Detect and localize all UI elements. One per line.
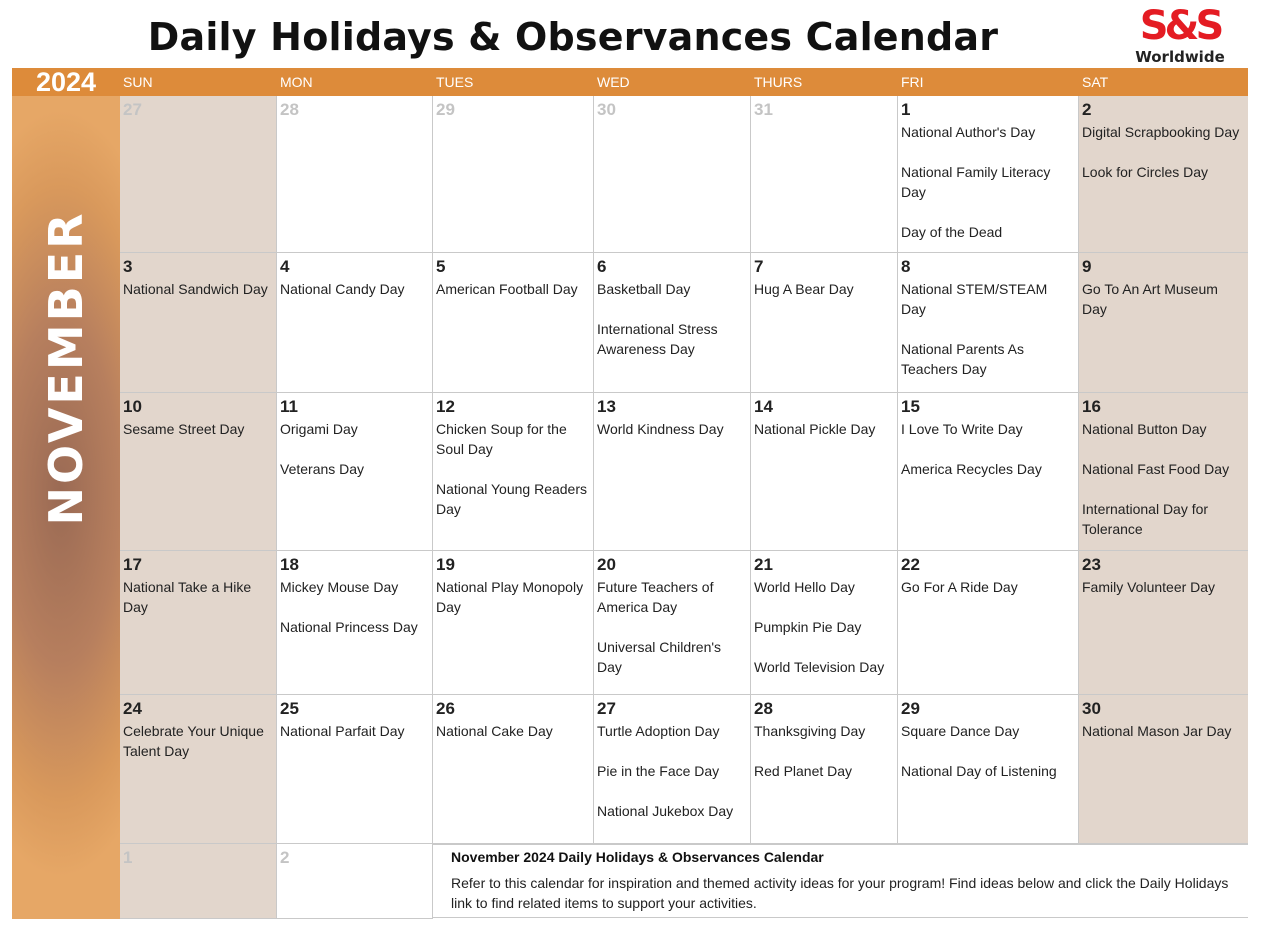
day-cell[interactable] [433, 253, 594, 393]
day-number: 27 [123, 100, 142, 119]
day-cell[interactable] [594, 393, 751, 551]
day-cell[interactable] [1079, 393, 1248, 551]
day-number: 5 [436, 257, 446, 276]
observance-item[interactable]: Veterans Day [280, 461, 365, 477]
observance-item[interactable]: Basketball Day [597, 281, 691, 297]
observance-item[interactable]: International Stress Awareness Day [597, 321, 718, 357]
observance-item[interactable]: Digital Scrapbooking Day [1082, 124, 1240, 140]
day-number: 13 [597, 397, 616, 416]
observance-item[interactable]: Turtle Adoption Day [597, 723, 720, 739]
day-cell[interactable] [120, 96, 277, 253]
day-number: 10 [123, 397, 142, 416]
page-title: Daily Holidays & Observances Calendar [147, 15, 999, 59]
observance-item[interactable]: National Family Literacy Day [901, 164, 1051, 200]
logo-mark: S&S [1139, 3, 1221, 49]
observance-item[interactable]: National Princess Day [280, 619, 418, 635]
day-cell[interactable] [120, 253, 277, 393]
day-cell[interactable] [898, 695, 1079, 844]
day-number: 22 [901, 555, 920, 574]
logo-subtitle: Worldwide [1135, 48, 1225, 66]
day-number: 27 [597, 699, 616, 718]
day-number: 6 [597, 257, 607, 276]
observance-item[interactable]: World Kindness Day [597, 421, 724, 437]
observance-item[interactable]: National STEM/STEAM Day [901, 281, 1048, 317]
observance-item[interactable]: Hug A Bear Day [754, 281, 854, 297]
brand-logo[interactable] [1128, 4, 1232, 66]
observance-item[interactable]: Go To An Art Museum Day [1082, 281, 1218, 317]
observance-item[interactable]: International Day for Tolerance [1082, 501, 1209, 537]
day-cell[interactable] [433, 695, 594, 844]
day-number: 8 [901, 257, 911, 276]
day-cell[interactable] [277, 393, 433, 551]
day-cell[interactable] [1079, 551, 1248, 695]
observance-item[interactable]: Universal Children's Day [597, 639, 722, 675]
observance-item[interactable]: World Television Day [754, 659, 885, 675]
observance-item[interactable]: American Football Day [436, 281, 578, 297]
day-number: 24 [123, 699, 142, 718]
observance-item[interactable]: National Parents As Teachers Day [901, 341, 1024, 377]
observance-item[interactable]: National Cake Day [436, 723, 553, 739]
day-number: 11 [280, 397, 298, 416]
observance-item[interactable]: Square Dance Day [901, 723, 1020, 739]
observance-item[interactable]: Sesame Street Day [123, 421, 245, 437]
observance-item[interactable]: National Mason Jar Day [1082, 723, 1232, 739]
note-title: November 2024 Daily Holidays & Observances Calendar [451, 849, 824, 865]
observance-item[interactable]: National Jukebox Day [597, 803, 734, 819]
day-number: 15 [901, 397, 920, 416]
day-number: 21 [754, 555, 773, 574]
day-number: 31 [754, 100, 773, 119]
month-label: NOVEMBER [39, 210, 93, 526]
observance-item[interactable]: I Love To Write Day [901, 421, 1023, 437]
day-cell[interactable] [751, 695, 898, 844]
observance-item[interactable]: National Fast Food Day [1082, 461, 1230, 477]
day-cell[interactable] [594, 551, 751, 695]
day-number: 16 [1082, 397, 1101, 416]
day-cell[interactable] [433, 393, 594, 551]
observance-item[interactable]: Origami Day [280, 421, 358, 437]
weekday-header [120, 68, 1248, 96]
observance-item[interactable]: National Button Day [1082, 421, 1207, 437]
day-number: 29 [436, 100, 455, 119]
day-number: 20 [597, 555, 616, 574]
day-cell[interactable] [1079, 695, 1248, 844]
day-number: 28 [280, 100, 299, 119]
observance-item[interactable]: Celebrate Your Unique Talent Day [123, 723, 264, 759]
day-cell[interactable] [120, 393, 277, 551]
day-number: 30 [1082, 699, 1101, 718]
weekday-thurs: THURS [754, 74, 803, 90]
observance-item[interactable]: National Candy Day [280, 281, 405, 297]
day-cell[interactable] [898, 551, 1079, 695]
day-cell[interactable] [433, 96, 594, 253]
day-number: 2 [1082, 100, 1092, 119]
day-cell[interactable] [1079, 96, 1248, 253]
day-number: 19 [436, 555, 455, 574]
day-number: 1 [123, 848, 133, 867]
day-cell[interactable] [594, 695, 751, 844]
day-number: 18 [280, 555, 299, 574]
note-body: Refer to this calendar for inspiration and themed activity ideas for your program! Find ideas below and click the Daily Holidays link to find related items to support your activities. [451, 875, 1229, 911]
observance-item[interactable]: National Sandwich Day [123, 281, 268, 297]
weekday-tues: TUES [436, 74, 474, 90]
day-number: 25 [280, 699, 299, 718]
day-number: 3 [123, 257, 133, 276]
day-number: 1 [901, 100, 911, 119]
weekday-sun: SUN [123, 74, 153, 90]
day-cell[interactable] [751, 253, 898, 393]
day-number: 2 [280, 848, 290, 867]
day-cell[interactable] [594, 253, 751, 393]
observance-item[interactable]: Look for Circles Day [1082, 164, 1209, 180]
day-number: 23 [1082, 555, 1101, 574]
month-sidebar [12, 68, 120, 919]
observance-item[interactable]: Red Planet Day [754, 763, 853, 779]
day-number: 9 [1082, 257, 1092, 276]
day-cell[interactable] [120, 551, 277, 695]
day-number: 30 [597, 100, 616, 119]
day-cell[interactable] [751, 551, 898, 695]
day-number: 26 [436, 699, 455, 718]
day-cell[interactable] [898, 393, 1079, 551]
day-cell[interactable] [277, 96, 433, 253]
day-number: 28 [754, 699, 773, 718]
weekday-mon: MON [280, 74, 313, 90]
observance-item[interactable]: Go For A Ride Day [901, 579, 1018, 595]
weekday-fri: FRI [901, 74, 924, 90]
observance-item[interactable]: National Author's Day [901, 124, 1036, 140]
day-number: 4 [280, 257, 290, 276]
observance-item[interactable]: Mickey Mouse Day [280, 579, 399, 595]
day-number: 17 [123, 555, 142, 574]
observance-item[interactable]: National Pickle Day [754, 421, 876, 437]
day-cell[interactable] [898, 96, 1079, 253]
observance-item[interactable]: World Hello Day [754, 579, 855, 595]
observance-item[interactable]: Chicken Soup for the Soul Day [436, 421, 567, 457]
calendar-note [433, 844, 1248, 918]
day-cell[interactable] [594, 96, 751, 253]
day-number: 7 [754, 257, 764, 276]
day-cell[interactable] [898, 253, 1079, 393]
observance-item[interactable]: America Recycles Day [901, 461, 1042, 477]
day-cell[interactable] [751, 96, 898, 253]
day-cell[interactable] [277, 253, 433, 393]
observance-item[interactable]: National Take a Hike Day [123, 579, 252, 615]
observance-item[interactable]: National Young Readers Day [436, 481, 588, 517]
day-cell[interactable] [277, 844, 433, 919]
observance-item[interactable]: Thanksgiving Day [754, 723, 866, 739]
weekday-sat: SAT [1082, 74, 1109, 90]
observance-item[interactable]: Family Volunteer Day [1082, 579, 1216, 595]
day-cell[interactable] [751, 393, 898, 551]
day-number: 29 [901, 699, 920, 718]
observance-item[interactable]: Day of the Dead [901, 224, 1003, 240]
day-cell[interactable] [277, 695, 433, 844]
observance-item[interactable]: National Parfait Day [280, 723, 405, 739]
observance-item[interactable]: National Play Monopoly Day [436, 579, 584, 615]
observance-item[interactable]: Pie in the Face Day [597, 763, 720, 779]
day-number: 14 [754, 397, 773, 416]
day-number: 12 [436, 397, 455, 416]
day-cell[interactable] [120, 695, 277, 844]
observance-item[interactable]: Pumpkin Pie Day [754, 619, 862, 635]
day-cell[interactable] [1079, 253, 1248, 393]
weekday-wed: WED [597, 74, 630, 90]
observance-item[interactable]: National Day of Listening [901, 763, 1057, 779]
year-label: 2024 [12, 68, 120, 96]
day-cell[interactable] [120, 844, 277, 919]
day-cell[interactable] [277, 551, 433, 695]
day-cell[interactable] [433, 551, 594, 695]
observance-item[interactable]: Future Teachers of America Day [597, 579, 714, 615]
